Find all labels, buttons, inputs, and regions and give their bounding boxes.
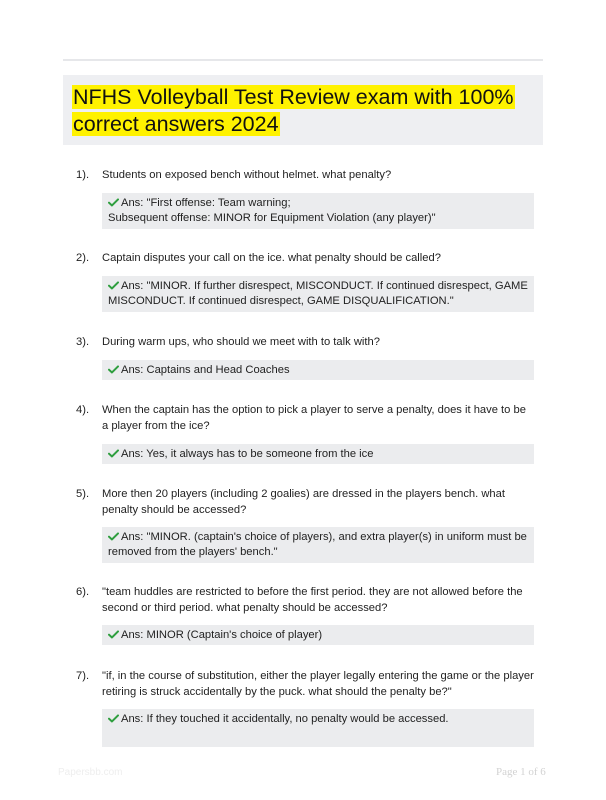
answer-line: Ans: "MINOR. If further disrespect, MISCONDUCT. If continued disrespect, GAME <box>121 280 528 292</box>
question-text: "team huddles are restricted to before the first period. they are not allowed before the second or third period. what penalty should be accessed? <box>102 586 523 614</box>
answer-box <box>102 709 534 747</box>
question-number: 5). <box>76 488 90 500</box>
page-indicator: Page 1 of 6 <box>496 766 546 778</box>
question-number: 1). <box>76 169 90 181</box>
answer-box <box>102 625 534 645</box>
document-title: NFHS Volleyball Test Review exam with 100% correct answers 2024 <box>73 85 514 136</box>
title-banner <box>63 75 543 145</box>
question-number: 2). <box>76 252 90 264</box>
answer-line: Ans: "First offense: Team warning; <box>121 197 291 209</box>
answer-box <box>102 276 534 312</box>
check-icon <box>108 198 119 207</box>
question-text: Students on exposed bench without helmet. what penalty? <box>102 169 392 181</box>
answer-line: Ans: "MINOR. (captain's choice of players), and extra player(s) in uniform must be <box>121 531 527 543</box>
check-icon <box>108 714 119 723</box>
footer-watermark: Papersbb.com <box>58 767 123 778</box>
check-icon <box>108 281 119 290</box>
answer-line: Ans: MINOR (Captain's choice of player) <box>121 629 323 641</box>
answer-line: Subsequent offense: MINOR for Equipment Violation (any player)" <box>108 212 436 224</box>
question-number: 4). <box>76 404 90 416</box>
question-text: Captain disputes your call on the ice. what penalty should be called? <box>102 252 441 264</box>
answer-line: Ans: If they touched it accidentally, no penalty would be accessed. <box>121 713 449 725</box>
answer-box <box>102 193 534 229</box>
question-text: More then 20 players (including 2 goalies) are dressed in the players bench. what penalty should be accessed? <box>102 488 505 516</box>
check-icon <box>108 449 119 458</box>
answer-line: MISCONDUCT. If continued disrespect, GAME DISQUALIFICATION." <box>108 295 454 307</box>
question-text: When the captain has the option to pick a player to serve a penalty, does it have to be a player from the ice? <box>102 404 526 432</box>
top-divider <box>63 59 543 61</box>
answer-line: removed from the players' bench." <box>108 546 278 558</box>
answer-line: Ans: Yes, it always has to be someone from the ice <box>121 448 374 460</box>
check-icon <box>108 532 119 541</box>
question-number: 3). <box>76 336 90 348</box>
answer-line: Ans: Captains and Head Coaches <box>121 364 290 376</box>
answer-box <box>102 444 534 464</box>
question-number: 6). <box>76 586 90 598</box>
answer-box <box>102 527 534 563</box>
question-number: 7). <box>76 670 90 682</box>
question-text: During warm ups, who should we meet with to talk with? <box>102 336 380 348</box>
answer-box <box>102 360 534 380</box>
check-icon <box>108 630 119 639</box>
question-text: "if, in the course of substitution, either the player legally entering the game or the player retiring is struck accidentally by the puck. what should the penalty be?" <box>102 670 534 698</box>
check-icon <box>108 365 119 374</box>
